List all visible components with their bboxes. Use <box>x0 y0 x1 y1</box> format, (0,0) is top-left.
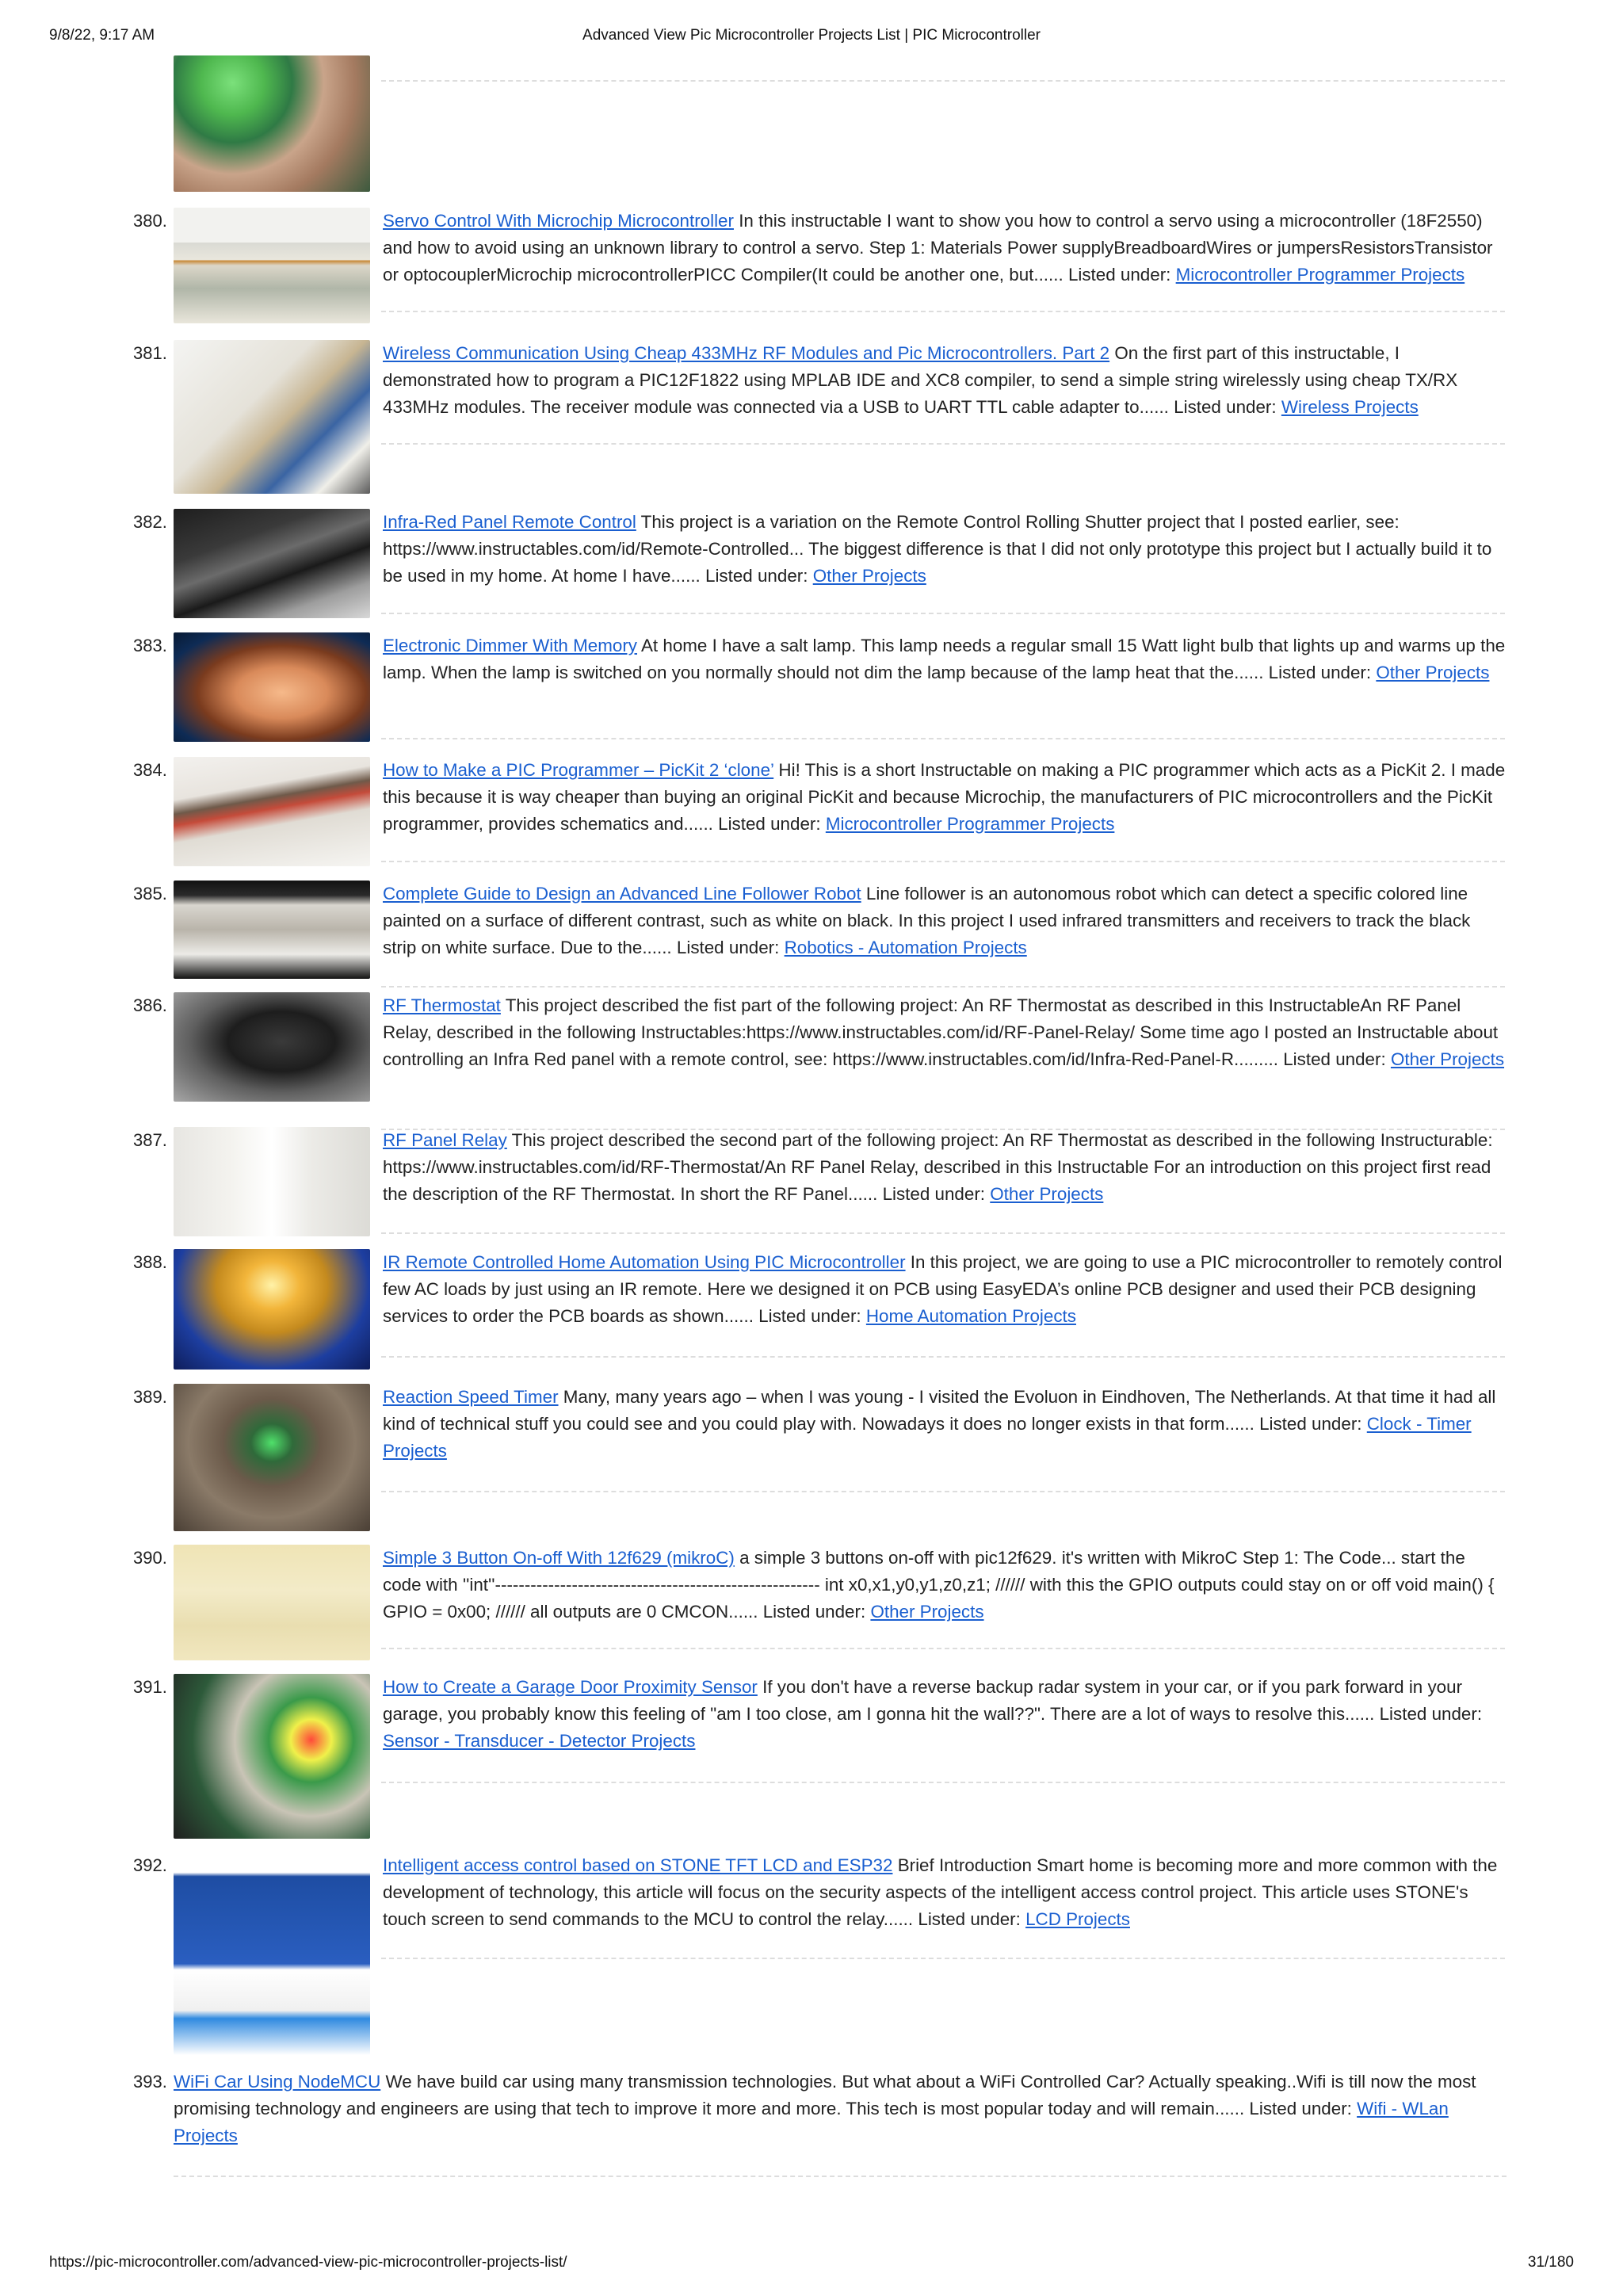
entry-body <box>383 340 1507 421</box>
entry-thumbnail[interactable] <box>174 1127 370 1236</box>
listed-under-label: Listed under: <box>1259 1414 1362 1434</box>
entry-description: At home I have a salt lamp. This lamp needs a regular small 15 Watt light bulb that lights up and warms up the lamp. When the lamp is switched on you normally should not dim the lamp because of the lamp heat that the...... <box>383 636 1506 682</box>
entry-title-link[interactable]: Intelligent access control based on STONE TFT LCD and ESP32 <box>383 1855 893 1875</box>
entry-separator <box>381 1491 1505 1492</box>
entry-title-link[interactable]: Servo Control With Microchip Microcontroller <box>383 211 734 231</box>
entry-thumbnail[interactable] <box>174 881 370 979</box>
entry-category-link[interactable]: Robotics - Automation Projects <box>784 938 1027 957</box>
listed-under-label: Listed under: <box>762 1602 866 1622</box>
entry-number: 391. <box>133 1677 167 1697</box>
entry-number: 380. <box>133 211 167 231</box>
entry-thumbnail[interactable] <box>174 208 370 323</box>
entry-category-link[interactable]: Microcontroller Programmer Projects <box>825 814 1115 834</box>
entry-thumbnail[interactable] <box>174 1384 370 1531</box>
entry-separator <box>381 1648 1505 1649</box>
entry-thumbnail[interactable] <box>174 1545 370 1660</box>
entry-category-link[interactable]: Wifi - WLan Projects <box>174 2099 1449 2145</box>
listed-under-label: Listed under: <box>1283 1049 1386 1069</box>
entry-description: This project is a variation on the Remote Control Rolling Shutter project that I posted earlier, see: https://www.instructables.com/id/Remote-Controlled... The biggest difference is that I did not only prototype this project but I actually build it to be used in my home. At home I have...... <box>383 512 1492 586</box>
entry-category-link[interactable]: Clock - Timer Projects <box>383 1414 1472 1461</box>
entry-number: 392. <box>133 1855 167 1875</box>
entry-body <box>383 1545 1507 1626</box>
listed-under-label: Listed under: <box>1249 2099 1352 2118</box>
entry-separator <box>381 1782 1505 1783</box>
entry-thumbnail[interactable] <box>174 340 370 494</box>
entry-number: 390. <box>133 1548 167 1568</box>
entry-body <box>383 992 1507 1073</box>
entry-body <box>383 1674 1507 1755</box>
entry-thumbnail[interactable] <box>174 632 370 742</box>
listed-under-label: Listed under: <box>676 938 780 957</box>
print-page-title: Advanced View Pic Microcontroller Projects List | PIC Microcontroller <box>582 27 1041 44</box>
entry-body <box>174 2069 1507 2149</box>
entry-category-link[interactable]: Other Projects <box>1376 663 1490 682</box>
entry-thumbnail[interactable] <box>174 1249 370 1370</box>
entry-title-link[interactable]: RF Panel Relay <box>383 1130 507 1150</box>
entry-description: Line follower is an autonomous robot which can detect a specific colored line painted on a surface of different contrast, such as white on black. In this project I used infrared transmitters and receivers to track the black strip on white surface. Due to the...... <box>383 884 1471 957</box>
entry-category-link[interactable]: LCD Projects <box>1025 1909 1130 1929</box>
entry-thumbnail[interactable] <box>174 1852 370 2055</box>
entry-separator <box>381 613 1505 614</box>
entry-separator <box>381 986 1505 988</box>
entry-title-link[interactable]: Reaction Speed Timer <box>383 1387 559 1407</box>
print-page-number: 31/180 <box>1527 2254 1574 2271</box>
print-datetime: 9/8/22, 9:17 AM <box>49 27 155 44</box>
listed-under-label: Listed under: <box>1067 265 1171 285</box>
entry-separator <box>381 861 1505 862</box>
entry-title-link[interactable]: IR Remote Controlled Home Automation Using PIC Microcontroller <box>383 1252 906 1272</box>
entry-separator <box>381 1356 1505 1358</box>
entry-description: In this project, we are going to use a PIC microcontroller to remotely control few AC loads by just using an IR remote. Here we designed it on PCB using EasyEDA’s online PCB designer and used their PCB designing services to order the PCB boards as shown...... <box>383 1252 1503 1326</box>
entry-description: Hi! This is a short Instructable on making a PIC programmer which acts as a PicKit 2. I made this because it is way cheaper than buying an original PicKit and because Microchip, the manufacturers of PIC microcontrollers and the PicKit programmer, provides schematics and...... <box>383 760 1506 834</box>
listed-under-label: Listed under: <box>1268 663 1372 682</box>
listed-under-label: Listed under: <box>882 1184 986 1204</box>
listed-under-label: Listed under: <box>705 566 808 586</box>
entry-description: a simple 3 buttons on-off with pic12f629. it's written with MikroC Step 1: The Code... start the code with ''int''------------------------------------------------------- int x0,x1,y0,y1,z0,z1; ////// with this the GPIO outputs could stay on or off void main() { GPIO = 0x00; ////// all outputs are 0 CMCON...... <box>383 1548 1495 1622</box>
entry-separator <box>381 443 1505 445</box>
entry-title-link[interactable]: RF Thermostat <box>383 995 501 1015</box>
entry-description: This project described the fist part of the following project: An RF Thermostat as described in this InstructableAn RF Panel Relay, described in the following Instructables:https://www.instructables.com/id/RF-Panel-Relay/ Some time ago I posted an Instructable about controlling an Infra Red panel with a remote control, see: https://www.instructables.com/id/Infra-Red-Panel-R......... <box>383 995 1499 1069</box>
entry-number: 384. <box>133 760 167 780</box>
entry-title-link[interactable]: Complete Guide to Design an Advanced Line Follower Robot <box>383 884 861 904</box>
entry-category-link[interactable]: Other Projects <box>870 1602 984 1622</box>
entry-number: 388. <box>133 1252 167 1272</box>
entry-category-link[interactable]: Other Projects <box>990 1184 1104 1204</box>
entry-body <box>383 632 1507 686</box>
entry-body <box>383 509 1507 590</box>
listed-under-label: Listed under: <box>758 1306 861 1326</box>
print-page-url: https://pic-microcontroller.com/advanced-view-pic-microcontroller-projects-list/ <box>49 2254 567 2271</box>
entry-category-link[interactable]: Home Automation Projects <box>865 1306 1076 1326</box>
entry-body <box>383 1127 1507 1208</box>
entry-description: Many, many years ago – when I was young - I visited the Evoluon in Eindhoven, The Netherlands. At that time it had all kind of technical stuff you could see and you could play with. Nowadays it does no longer exists in that form...... <box>383 1387 1496 1434</box>
entry-number: 382. <box>133 512 167 532</box>
listed-under-label: Listed under: <box>918 1909 1021 1929</box>
entry-category-link[interactable]: Sensor - Transducer - Detector Projects <box>383 1731 696 1751</box>
entry-number: 386. <box>133 995 167 1015</box>
entry-separator <box>174 2176 1507 2177</box>
entry-category-link[interactable]: Other Projects <box>1390 1049 1505 1069</box>
print-footer <box>49 2254 1574 2278</box>
entry-title-link[interactable]: Infra-Red Panel Remote Control <box>383 512 636 532</box>
entry-description: We have build car using many transmission technologies. But what about a WiFi Controlled Car? Actually speaking..Wifi is till now the most promising technology and engineers are using that tech to improve it more and more. This tech is most popular today and will remain...... <box>174 2072 1476 2118</box>
entry-title-link[interactable]: WiFi Car Using NodeMCU <box>174 2072 381 2092</box>
entry-number: 393. <box>133 2072 167 2092</box>
entry-body <box>383 1249 1507 1330</box>
entry-separator <box>381 1232 1505 1234</box>
entry-thumbnail[interactable] <box>174 757 370 866</box>
entry-description: In this instructable I want to show you how to control a servo using a microcontroller (18F2550) and how to avoid using an unknown library to control a servo. Step 1: Materials Power supplyBreadboardWires or jumpersResistorsTransistor or optocouplerMicrochip microcontrollerPICC Compiler(It could be another one, but...... <box>383 211 1493 285</box>
entry-separator <box>381 311 1505 312</box>
entry-body <box>383 1384 1507 1465</box>
entry-body <box>383 757 1507 838</box>
entry-category-link[interactable]: Microcontroller Programmer Projects <box>1175 265 1465 285</box>
entry-number: 385. <box>133 884 167 904</box>
entry-number: 383. <box>133 636 167 655</box>
entry-title-link[interactable]: How to Make a PIC Programmer – PicKit 2 ‘clone’ <box>383 760 774 780</box>
entry-title-link[interactable]: Electronic Dimmer With Memory <box>383 636 637 655</box>
listed-under-label: Listed under: <box>1379 1704 1483 1724</box>
entry-description: On the first part of this instructable, I demonstrated how to program a PIC12F1822 using MPLAB IDE and XC8 compiler, to send a simple string wirelessly using cheap TX/RX 433MHz modules. The receiver module was connected via a USB to UART TTL cable adapter to...... <box>383 343 1458 417</box>
listed-under-label: Listed under: <box>1174 397 1277 417</box>
entry-title-link[interactable]: Simple 3 Button On-off With 12f629 (mikroC) <box>383 1548 735 1568</box>
previous-entry-thumbnail <box>174 55 370 192</box>
entry-category-link[interactable]: Wireless Projects <box>1281 397 1419 417</box>
entry-thumbnail[interactable] <box>174 1674 370 1839</box>
entry-separator <box>381 1958 1505 1959</box>
entry-number: 389. <box>133 1387 167 1407</box>
entry-description: Brief Introduction Smart home is becoming more and more common with the development of technology, this article will focus on the security aspects of the intelligent access control project. This article uses STONE's touch screen to send commands to the MCU to control the relay...... <box>383 1855 1498 1929</box>
entry-description: If you don't have a reverse backup radar system in your car, or if you park forward in your garage, you probably know this feeling of "am I too close, am I gonna hit the wall??". There are a lot of ways to resolve this...... <box>383 1677 1463 1724</box>
entry-body <box>383 208 1507 288</box>
listed-under-label: Listed under: <box>718 814 821 834</box>
entry-title-link[interactable]: How to Create a Garage Door Proximity Sensor <box>383 1677 758 1697</box>
entry-title-link[interactable]: Wireless Communication Using Cheap 433MHz RF Modules and Pic Microcontrollers. Part 2 <box>383 343 1110 363</box>
entry-category-link[interactable]: Other Projects <box>812 566 926 586</box>
entry-body <box>383 1852 1507 1933</box>
entry-separator <box>381 80 1505 82</box>
entry-thumbnail[interactable] <box>174 992 370 1102</box>
entry-separator <box>381 738 1505 739</box>
entry-number: 381. <box>133 343 167 363</box>
entry-description: This project described the second part of the following project: An RF Thermostat as described in the following Instructurable: https://www.instructables.com/id/RF-Thermostat/An RF Panel Relay, described in this Instructable For an introduction on this project first read the description of the RF Thermostat. In short the RF Panel...... <box>383 1130 1493 1204</box>
print-header <box>49 27 1574 51</box>
entry-thumbnail[interactable] <box>174 509 370 618</box>
entry-body <box>383 881 1507 961</box>
entry-number: 387. <box>133 1130 167 1150</box>
